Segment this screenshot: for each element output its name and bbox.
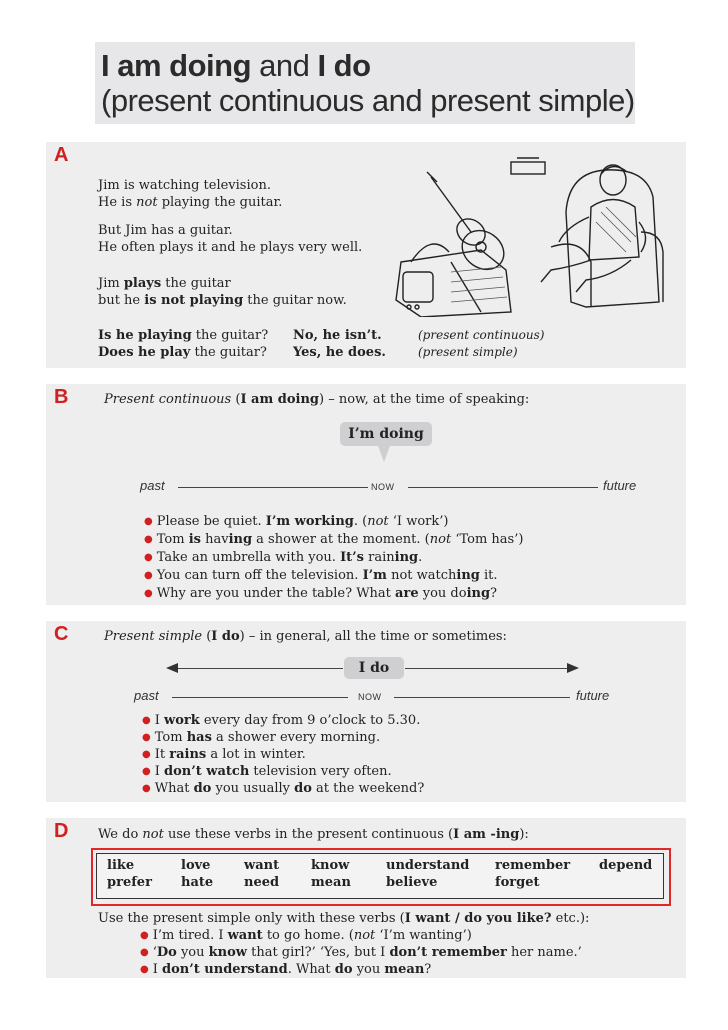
text-line: Jim plays the guitar <box>98 276 231 291</box>
section-letter: C <box>54 623 69 645</box>
verb-word: believe <box>386 875 438 890</box>
timeline-past: past <box>140 478 165 493</box>
verb-word: hate <box>181 875 214 890</box>
example-line: ● Tom is having a shower at the moment. (not ‘Tom has’) <box>144 532 523 547</box>
question-line: Is he playing the guitar? <box>98 328 269 343</box>
verb-word: prefer <box>107 875 152 890</box>
section-intro: Present continuous (I am doing) – now, at the time of speaking: <box>104 392 530 407</box>
section-letter: A <box>54 144 69 166</box>
verb-word: depend <box>599 858 653 873</box>
verb-word: want <box>244 858 280 873</box>
text-line: But Jim has a guitar. <box>98 223 233 238</box>
timeline-future: future <box>576 688 610 703</box>
example-line: ● ‘Do you know that girl?’ ‘Yes, but I don’t remember her name.’ <box>140 945 582 960</box>
timeline-line <box>394 697 570 698</box>
answer-line: Yes, he does. <box>293 345 386 360</box>
im-doing-bubble: I’m doing <box>340 422 432 446</box>
page-title: I am doing and I do <box>101 48 371 83</box>
highlight-outline <box>91 848 671 906</box>
bubble-pointer <box>378 446 390 462</box>
section-b <box>46 384 686 605</box>
section-c <box>46 621 686 802</box>
example-line: ● Why are you under the table? What are you doing? <box>144 586 497 601</box>
example-line: ● I work every day from 9 o’clock to 5.30. <box>142 713 420 728</box>
text-line: Jim is watching television. <box>98 178 271 193</box>
verb-word: understand <box>386 858 470 873</box>
timeline-past: past <box>134 688 159 703</box>
text-line: but he is not playing the guitar now. <box>98 293 347 308</box>
example-line: ● Please be quiet. I’m working. (not ‘I work’) <box>144 514 448 529</box>
span-line <box>405 668 567 669</box>
note-line: (present continuous) <box>418 328 545 342</box>
verb-word: know <box>311 858 350 873</box>
example-line: ● Take an umbrella with you. It’s raining. <box>144 550 422 565</box>
jim-illustration <box>391 152 676 317</box>
section-d <box>46 818 686 978</box>
verb-word: need <box>244 875 280 890</box>
example-line: ● I don’t watch television very often. <box>142 764 392 779</box>
section-intro: We do not use these verbs in the present continuous (I am -ing): <box>98 827 529 842</box>
example-line: ● You can turn off the television. I’m not watching it. <box>144 568 498 583</box>
timeline-now: NOW <box>358 692 382 702</box>
section-a <box>46 142 686 368</box>
page-subtitle: (present continuous and present simple) <box>101 83 635 118</box>
usage-line: Use the present simple only with these verbs (I want / do you like? etc.): <box>98 911 590 926</box>
example-line: ● I don’t understand. What do you mean? <box>140 962 431 977</box>
section-letter: D <box>54 820 69 842</box>
example-line: ● Tom has a shower every morning. <box>142 730 380 745</box>
example-line: ● I’m tired. I want to go home. (not ‘I’m wanting’) <box>140 928 472 943</box>
arrow-right-icon <box>567 663 579 673</box>
section-intro: Present simple (I do) – in general, all the time or sometimes: <box>104 629 507 644</box>
section-letter: B <box>54 386 69 408</box>
arrow-left-icon <box>166 663 178 673</box>
timeline-line <box>408 487 598 488</box>
example-line: ● What do you usually do at the weekend? <box>142 781 424 796</box>
timeline-line <box>178 487 368 488</box>
timeline-line <box>172 697 348 698</box>
verb-word: remember <box>495 858 571 873</box>
example-line: ● It rains a lot in winter. <box>142 747 306 762</box>
question-line: Does he play the guitar? <box>98 345 267 360</box>
title-block <box>95 42 635 124</box>
text-line: He is not playing the guitar. <box>98 195 283 210</box>
text-line: He often plays it and he plays very well. <box>98 240 363 255</box>
i-do-bubble: I do <box>344 657 404 679</box>
verb-word: mean <box>311 875 351 890</box>
timeline-future: future <box>603 478 637 493</box>
verb-word: like <box>107 858 135 873</box>
timeline-now: NOW <box>371 482 395 492</box>
answer-line: No, he isn’t. <box>293 328 382 343</box>
verb-word: love <box>181 858 211 873</box>
span-line <box>178 668 343 669</box>
verb-word: forget <box>495 875 540 890</box>
note-line: (present simple) <box>418 345 518 359</box>
